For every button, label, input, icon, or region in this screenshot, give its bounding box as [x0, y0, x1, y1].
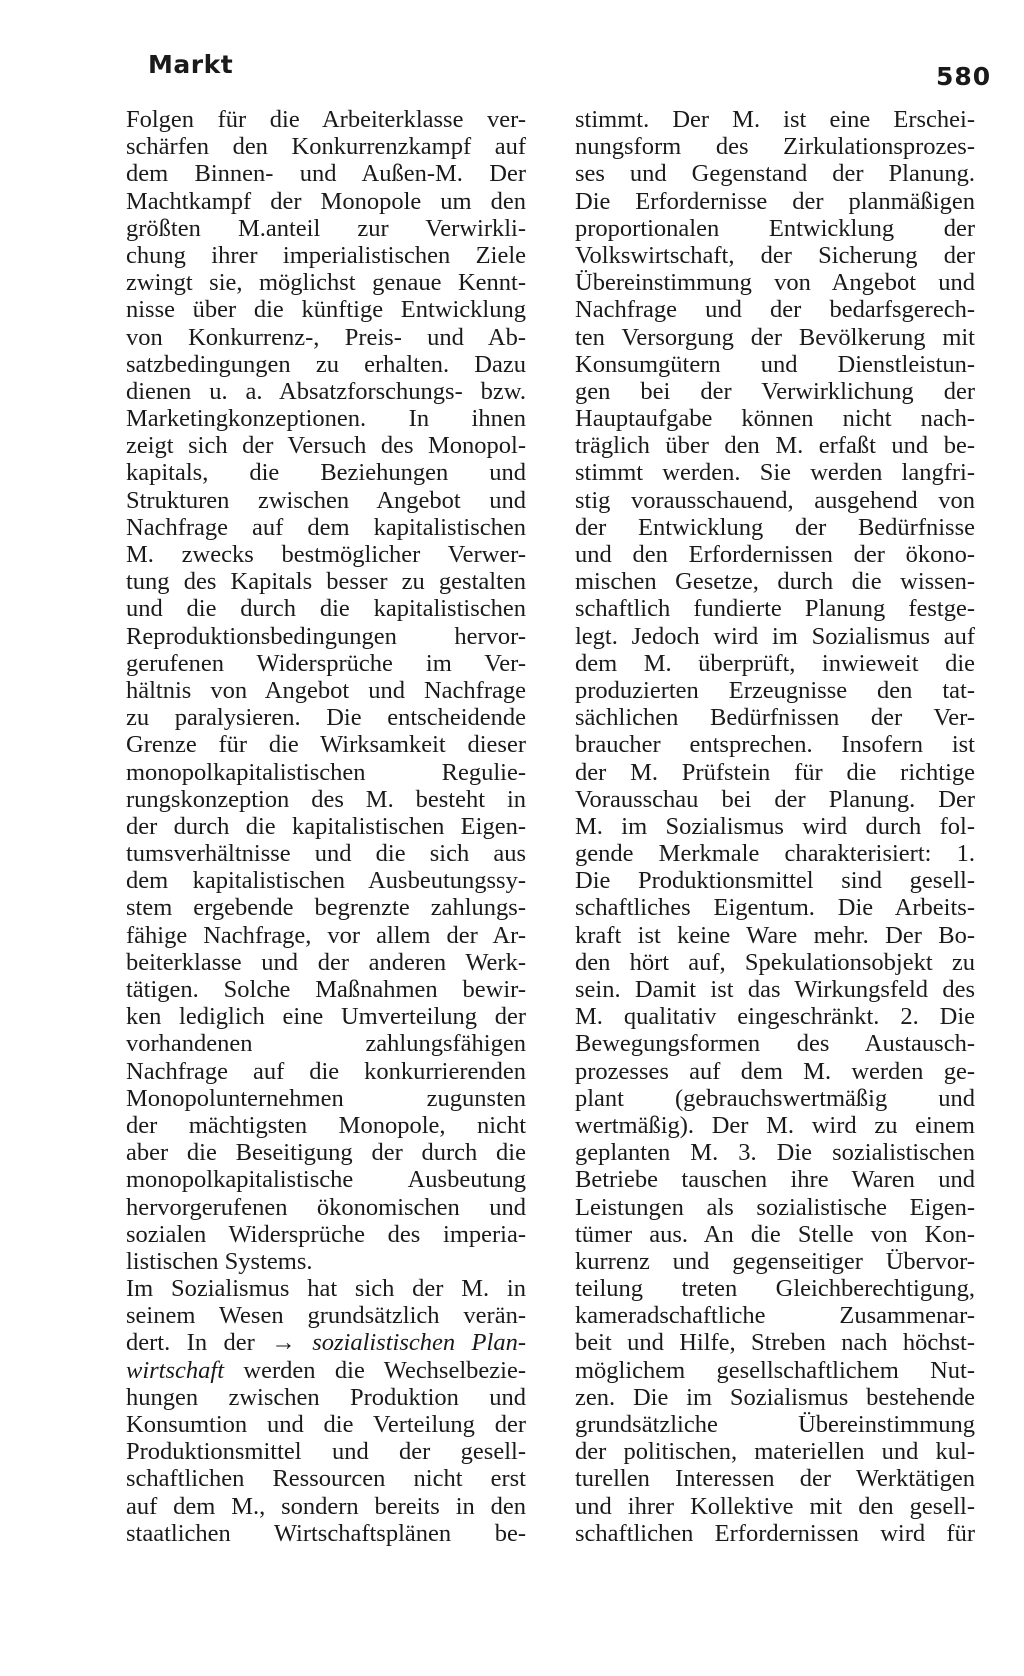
- text-line: [126, 1357, 526, 1384]
- line-text: Hauptaufgabe können nicht nach-: [575, 405, 975, 433]
- text-line: [575, 242, 975, 269]
- text-line: [126, 351, 526, 378]
- text-line: [575, 487, 975, 514]
- text-line: [126, 677, 526, 704]
- line-text: braucher entsprechen. Insofern ist: [575, 731, 975, 759]
- text-line: [575, 351, 975, 378]
- line-text: träglich über den M. erfaßt und be-: [575, 432, 975, 460]
- text-line: [126, 1520, 526, 1547]
- line-text: Im Sozialismus hat sich der M. in: [126, 1275, 526, 1303]
- line-text: M. qualitativ eingeschränkt. 2. Die: [575, 1003, 975, 1031]
- line-text: turellen Interessen der Werktätigen: [575, 1465, 975, 1493]
- line-text: schaftlichen Ressourcen nicht erst: [126, 1465, 526, 1493]
- text-line: [575, 296, 975, 323]
- line-text: produzierten Erzeugnisse den tat-: [575, 676, 975, 704]
- text-line: [575, 1275, 975, 1302]
- line-text: sächlichen Bedürfnissen der Ver-: [575, 704, 975, 732]
- line-text: kraft ist keine Ware mehr. Der Bo-: [575, 921, 975, 949]
- line-text: ken lediglich eine Umverteilung der: [126, 1003, 526, 1031]
- line-text: der mächtigsten Monopole, nicht: [126, 1111, 526, 1139]
- line-text: rungskonzeption des M. besteht in: [126, 785, 526, 813]
- text-line: [575, 1003, 975, 1030]
- line-text: ten Versorgung der Bevölkerung mit: [575, 323, 975, 351]
- line-text: Betriebe tauschen ihre Waren und: [575, 1166, 975, 1194]
- text-line: [575, 324, 975, 351]
- text-line: [126, 1275, 526, 1302]
- line-text: plant (gebrauchswertmäßig und: [575, 1084, 975, 1112]
- line-text: zeigt sich der Versuch des Monopol-: [126, 432, 526, 460]
- text-line: [126, 215, 526, 242]
- text-line: [126, 378, 526, 405]
- line-text: kameradschaftliche Zusammenar-: [575, 1302, 975, 1330]
- text-line: [126, 1139, 526, 1166]
- line-text: wertmäßig). Der M. wird zu einem: [575, 1111, 975, 1139]
- text-line: [575, 188, 975, 215]
- text-line: [575, 1384, 975, 1411]
- text-line: [126, 1058, 526, 1085]
- text-line: [126, 786, 526, 813]
- line-text: Strukturen zwischen Angebot und: [126, 486, 526, 514]
- text-line: [126, 514, 526, 541]
- line-text: M. im Sozialismus wird durch fol-: [575, 812, 975, 840]
- text-line: [126, 459, 526, 486]
- text-line: [126, 487, 526, 514]
- line-text: monopolkapitalistische Ausbeutung: [126, 1166, 526, 1194]
- line-text: Übereinstimmung von Angebot und: [575, 269, 975, 297]
- text-line: [575, 786, 975, 813]
- text-line: [126, 541, 526, 568]
- line-text: mischen Gesetze, durch die wissen-: [575, 568, 975, 596]
- line-text: fähige Nachfrage, vor allem der Ar-: [126, 921, 526, 949]
- text-line: [575, 1438, 975, 1465]
- line-text: stimmt. Der M. ist eine Erschei-: [575, 106, 975, 133]
- text-line: [126, 1166, 526, 1193]
- text-line: [575, 867, 975, 894]
- cross-reference: → sozialistischen Plan-: [271, 1329, 526, 1357]
- text-line: [126, 1085, 526, 1112]
- line-text: gerufenen Widersprüche im Ver-: [126, 649, 526, 677]
- line-text: vorhandenen zahlungsfähigen: [126, 1030, 526, 1058]
- text-line: [126, 894, 526, 921]
- text-line: [126, 1384, 526, 1411]
- line-text: tümer aus. An die Stelle von Kon-: [575, 1220, 975, 1248]
- text-line: [575, 568, 975, 595]
- line-text: beit und Hilfe, Streben nach höchst-: [575, 1329, 975, 1357]
- text-line: [126, 949, 526, 976]
- text-line: [126, 1411, 526, 1438]
- line-text: Nachfrage auf dem kapitalistischen: [126, 513, 526, 541]
- line-text: hervorgerufenen ökonomischen und: [126, 1193, 526, 1221]
- line-text: dem M. überprüft, inwieweit die: [575, 649, 975, 677]
- right-column: [575, 106, 975, 1547]
- text-line: [575, 432, 975, 459]
- line-text: aber die Beseitigung der durch die: [126, 1139, 526, 1167]
- text-line: [575, 1465, 975, 1492]
- line-text: M. zwecks bestmöglicher Verwer-: [126, 541, 526, 568]
- text-line: [126, 160, 526, 187]
- text-line: [126, 922, 526, 949]
- line-text: zu paralysieren. Die entscheidende: [126, 704, 526, 732]
- line-text: geplanten M. 3. Die sozialistischen: [575, 1139, 975, 1167]
- line-text: schaftliches Eigentum. Die Arbeits-: [575, 894, 975, 922]
- line-text: nungsform des Zirkulationsprozes-: [575, 133, 975, 161]
- text-line: [126, 759, 526, 786]
- line-text: Produktionsmittel und der gesell-: [126, 1438, 526, 1466]
- text-line: [575, 813, 975, 840]
- line-text: legt. Jedoch wird im Sozialismus auf: [575, 622, 975, 650]
- line-text: und ihrer Kollektive mit den gesell-: [575, 1492, 975, 1520]
- text-line: [126, 813, 526, 840]
- text-line: [126, 1194, 526, 1221]
- line-text: den hört auf, Spekulationsobjekt zu: [575, 948, 975, 976]
- text-line: [126, 432, 526, 459]
- text-line: [575, 922, 975, 949]
- line-text: sozialen Widersprüche des imperia-: [126, 1220, 526, 1248]
- line-text: Konsumgütern und Dienstleistun-: [575, 350, 975, 378]
- text-line: [126, 1030, 526, 1057]
- line-text: dert. In der: [126, 1329, 272, 1357]
- line-text: satzbedingungen zu erhalten. Dazu: [126, 350, 526, 378]
- text-line: [575, 1493, 975, 1520]
- line-text: Nachfrage und der bedarfsgerech-: [575, 296, 975, 324]
- line-text: seinem Wesen grundsätzlich verän-: [126, 1302, 526, 1330]
- running-head: Markt: [148, 50, 234, 79]
- text-line: [575, 595, 975, 622]
- line-text: dienen u. a. Absatzforschungs- bzw.: [126, 377, 526, 405]
- line-text: Volkswirtschaft, der Sicherung der: [575, 241, 975, 269]
- line-text: zen. Die im Sozialismus bestehende: [575, 1383, 975, 1411]
- line-text: Die Produktionsmittel sind gesell-: [575, 867, 975, 895]
- line-text: der durch die kapitalistischen Eigen-: [126, 812, 526, 840]
- line-text: Nachfrage auf die konkurrierenden: [126, 1057, 526, 1085]
- text-line: [575, 1112, 975, 1139]
- line-text: der Entwicklung der Bedürfnisse: [575, 513, 975, 541]
- text-line: [575, 106, 975, 133]
- text-line: [126, 976, 526, 1003]
- text-line: [575, 1411, 975, 1438]
- line-text: Monopolunternehmen zugunsten: [126, 1084, 526, 1112]
- text-line: [575, 1030, 975, 1057]
- text-line: [575, 1329, 975, 1356]
- text-line: [126, 1493, 526, 1520]
- text-line: [126, 405, 526, 432]
- text-line: [126, 106, 526, 133]
- line-text: tung des Kapitals besser zu gestalten: [126, 568, 526, 596]
- text-line: [575, 704, 975, 731]
- line-text: möglichem gesellschaftlichem Nut-: [575, 1356, 975, 1384]
- line-text: Die Erfordernisse der planmäßigen: [575, 187, 975, 215]
- text-line: [126, 1302, 526, 1329]
- text-line: [575, 623, 975, 650]
- text-line: [126, 1438, 526, 1465]
- line-text: schaftlich fundierte Planung festge-: [575, 595, 975, 623]
- left-column: [126, 106, 526, 1547]
- line-text: der politischen, materiellen und kul-: [575, 1438, 975, 1466]
- line-text: schärfen den Konkurrenzkampf auf: [126, 133, 526, 161]
- text-line: [126, 133, 526, 160]
- text-line: [575, 1302, 975, 1329]
- text-line: [575, 731, 975, 758]
- text-line: [575, 514, 975, 541]
- text-line: [126, 650, 526, 677]
- line-text: stimmt werden. Sie werden langfri-: [575, 459, 975, 487]
- line-text: monopolkapitalistischen Regulie-: [126, 758, 526, 786]
- line-text: ses und Gegenstand der Planung.: [575, 160, 975, 188]
- line-text: proportionalen Entwicklung der: [575, 214, 975, 242]
- line-text: dem Binnen- und Außen-M. Der: [126, 160, 526, 188]
- text-line: [575, 1194, 975, 1221]
- line-text: von Konkurrenz-, Preis- und Ab-: [126, 323, 526, 351]
- text-line: [126, 623, 526, 650]
- page-number: 580: [936, 62, 992, 91]
- line-text: und den Erfordernissen der ökono-: [575, 541, 975, 568]
- line-text: schaftlichen Erfordernissen wird für: [575, 1519, 975, 1547]
- text-line: [126, 867, 526, 894]
- text-line: [126, 1112, 526, 1139]
- text-line: [126, 840, 526, 867]
- line-text: Vorausschau bei der Planung. Der: [575, 785, 975, 813]
- line-text: nisse über die künftige Entwicklung: [126, 296, 526, 324]
- line-text: kurrenz und gegenseitiger Übervor-: [575, 1247, 975, 1275]
- text-line: [575, 894, 975, 921]
- line-text: auf dem M., sondern bereits in den: [126, 1492, 526, 1520]
- line-text: gen bei der Verwirklichung der: [575, 377, 975, 405]
- text-line: [575, 459, 975, 486]
- line-text: Leistungen als sozialistische Eigen-: [575, 1193, 975, 1221]
- text-line: [575, 1221, 975, 1248]
- text-line: [126, 324, 526, 351]
- line-text: tumsverhältnisse und die sich aus: [126, 840, 526, 868]
- text-line: [126, 1221, 526, 1248]
- line-text: Folgen für die Arbeiterklasse ver-: [126, 106, 526, 133]
- line-text: prozesses auf dem M. werden ge-: [575, 1057, 975, 1085]
- line-text: der M. Prüfstein für die richtige: [575, 758, 975, 786]
- line-text: stem ergebende begrenzte zahlungs-: [126, 894, 526, 922]
- line-text: tätigen. Solche Maßnahmen bewir-: [126, 976, 526, 1003]
- text-line: [126, 1329, 526, 1356]
- text-line: [575, 976, 975, 1003]
- text-line: [126, 1003, 526, 1030]
- text-line: [575, 650, 975, 677]
- text-line: [575, 405, 975, 432]
- text-line: [126, 704, 526, 731]
- text-line: [575, 677, 975, 704]
- line-text: Reproduktionsbedingungen hervor-: [126, 622, 526, 650]
- line-text: hältnis von Angebot und Nachfrage: [126, 676, 526, 704]
- line-text: teilung treten Gleichberechtigung,: [575, 1275, 975, 1303]
- line-text: chung ihrer imperialistischen Ziele: [126, 241, 526, 269]
- line-text: sein. Damit ist das Wirkungsfeld des: [575, 976, 975, 1003]
- line-text: gende Merkmale charakterisiert: 1.: [575, 840, 975, 868]
- line-text: und die durch die kapitalistischen: [126, 595, 526, 623]
- text-line: [126, 568, 526, 595]
- line-text: Machtkampf der Monopole um den: [126, 187, 526, 215]
- text-line: [575, 1520, 975, 1547]
- line-text: Konsumtion und die Verteilung der: [126, 1411, 526, 1438]
- text-line: [126, 731, 526, 758]
- text-line: [575, 1166, 975, 1193]
- line-text: stig vorausschauend, ausgehend von: [575, 486, 975, 514]
- text-line: [575, 1058, 975, 1085]
- line-text: dem kapitalistischen Ausbeutungssy-: [126, 867, 526, 895]
- text-line: [575, 1085, 975, 1112]
- text-line: [126, 595, 526, 622]
- line-text: werden die Wechselbezie-: [224, 1356, 526, 1384]
- line-text: Marketingkonzeptionen. In ihnen: [126, 405, 526, 433]
- text-line: [575, 133, 975, 160]
- line-text: beiterklasse und der anderen Werk-: [126, 948, 526, 976]
- text-line: [575, 269, 975, 296]
- text-line: [575, 1357, 975, 1384]
- line-text: kapitals, die Beziehungen und: [126, 459, 526, 487]
- line-text: größten M.anteil zur Verwirkli-: [126, 214, 526, 242]
- line-text: staatlichen Wirtschaftsplänen be-: [126, 1519, 526, 1547]
- line-text: zwingt sie, möglichst genaue Kennt-: [126, 269, 526, 297]
- text-line: [575, 759, 975, 786]
- text-line: [575, 1139, 975, 1166]
- text-line: [126, 296, 526, 323]
- text-line: [575, 160, 975, 187]
- text-line: [575, 840, 975, 867]
- line-text: grundsätzliche Übereinstimmung: [575, 1411, 975, 1438]
- text-line: [575, 378, 975, 405]
- line-text: Grenze für die Wirksamkeit dieser: [126, 731, 526, 759]
- text-line: [575, 215, 975, 242]
- text-line: [126, 242, 526, 269]
- line-text: hungen zwischen Produktion und: [126, 1383, 526, 1411]
- line-text: listischen Systems.: [126, 1247, 313, 1275]
- text-line: [126, 1465, 526, 1492]
- text-line: [575, 949, 975, 976]
- cross-reference: wirtschaft: [126, 1356, 225, 1384]
- text-line: [575, 541, 975, 568]
- text-line: [126, 1248, 526, 1275]
- text-line: [126, 188, 526, 215]
- text-line: [575, 1248, 975, 1275]
- line-text: Bewegungsformen des Austausch-: [575, 1030, 975, 1058]
- text-line: [126, 269, 526, 296]
